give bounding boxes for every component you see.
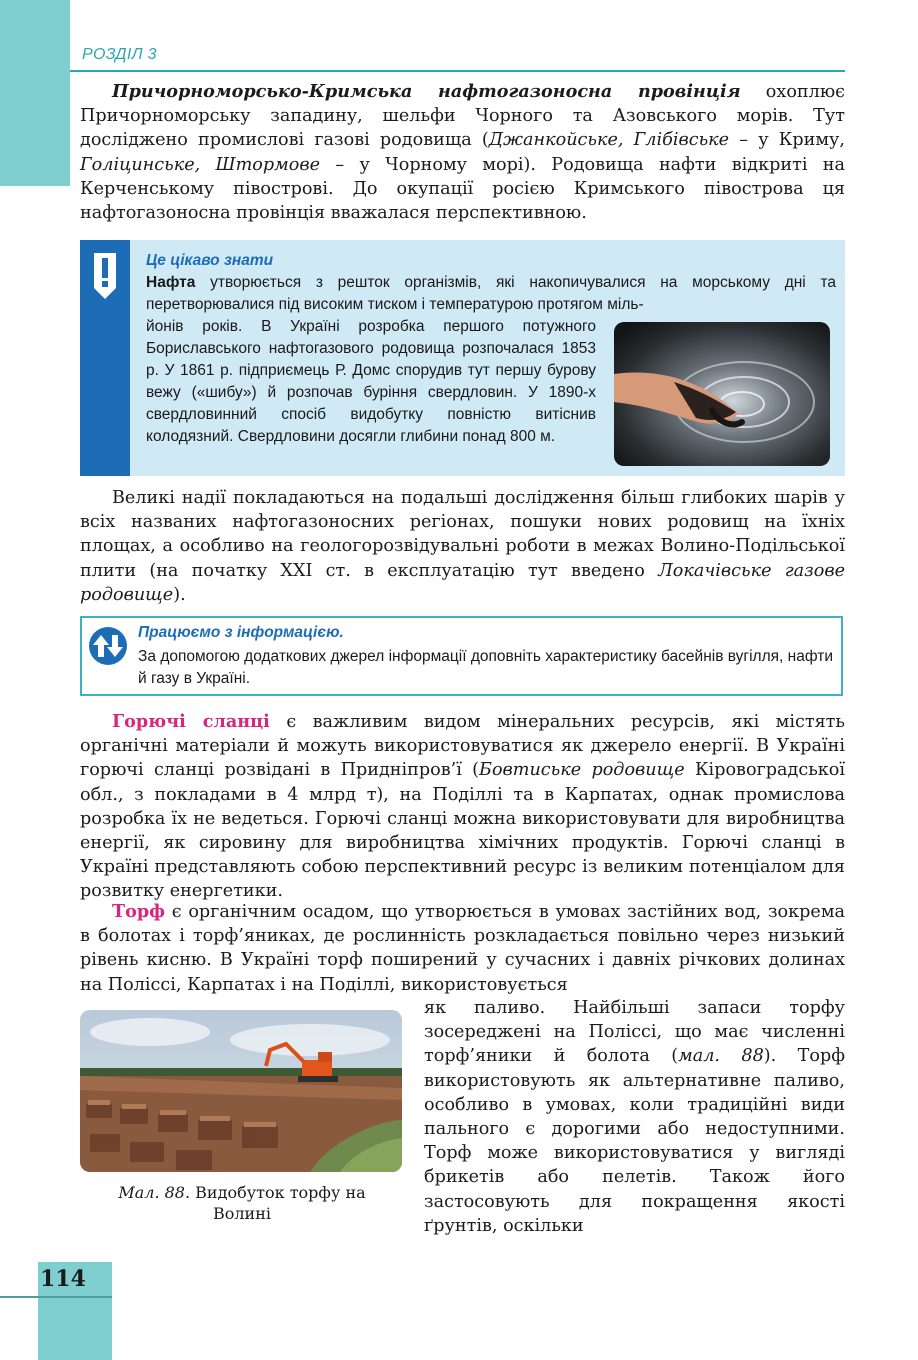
fact-box-text-top [146, 272, 836, 316]
paragraph-black-sea-crimea [80, 80, 845, 225]
fact-box-text-left: йонів років. В Україні розробка першого потужного Бориславського нафтогазового родовища розпочалася 1853 р. У 1861 р. підприємець Р. Домс спорудив тут першу бурову вежу («шибу») й розпочав буріння свердловин. У 1890-х свердловинний спосіб видобутку повністю витіснив колодязний. Свердловини досягли глибини понад 800 м. [146, 318, 596, 445]
paragraph-text: ). [173, 584, 186, 605]
term-oil: Нафта [146, 274, 196, 291]
italic-figure-ref: мал. 88 [678, 1046, 764, 1067]
oil-hand-photo [614, 322, 830, 466]
paragraph-text: Кіровоградської обл., з покладами в 4 млрд т), на Поділлі та в Карпатах, однак промислова розробка їх не ведеться. Горючі сланці можна використовувати для виробництва енергії, як сировину для виробництва хімічних продуктів. Горючі сланці в Україні представляють собою перспективний ресурс із великим потенціалом для розвитку енергетики. [80, 760, 845, 902]
side-tab-top [0, 0, 70, 186]
paragraph-hopes [80, 486, 845, 607]
paragraph-text: – у Чорному морі). Родовища нафти відкриті на Керченському півострові. До окупації росією Кримського півострова ця нафтогазоносна провінція вважалася перспективною. [80, 154, 845, 224]
fact-text: утворюється з решток організмів, які накопичувалися на морському дні та перетворювалися під високим тиском і температурою протягом міль- [146, 274, 836, 313]
section-label: РОЗДІЛ 3 [82, 46, 157, 63]
paragraph-oil-shale [80, 710, 845, 904]
paragraph-peat [80, 900, 845, 997]
paragraph-text: ). Торф використовують як альтернативне паливо, особливо в умовах, коли традиційні види пального є дорогими або недоступними. Торф може використовуватися у вигляді брикетів або пелетів. Також його застосовують для покращення якості ґрунтів, оскільки [424, 1046, 845, 1236]
italic-deposits-crimea: Джанкойське, Глібівське [488, 130, 730, 151]
italic-lokachi-field: Локачівське газове родовище [80, 560, 845, 605]
exclamation-icon [92, 252, 118, 302]
term-oil-shale: Горючі сланці [112, 711, 270, 732]
paragraph-peat-use [424, 996, 845, 1238]
term-peat: Торф [112, 901, 165, 922]
up-down-arrows-icon [88, 626, 128, 666]
caption-label: Мал. 88. [118, 1183, 191, 1202]
italic-deposits-sea: Голіцинське, Штормове [80, 154, 320, 175]
paragraph-text: Великі надії покладаються на подальші дослідження більш глибоких шарів у всіх названих нафтогазоносних регіонах, пошуки нових родовищ на їхніх площах, а особливо на геологорозвідувальні роботи в межах Волино-Подільської плити (на початку XXI ст. в експлуатацію тут введено [80, 488, 845, 581]
paragraph-text: охоплює Причорноморську западину, шельфи Чорного та Азовського морів. Тут досліджено промислові газові родовища ( [80, 82, 845, 151]
figure-caption [94, 1182, 390, 1224]
page-number-rule [0, 1296, 112, 1298]
paragraph-text: є важливим видом мінеральних ресурсів, які містять органічні матеріали й можуть використовуватися як джерело енергії. В Україні горючі сланці розвідані в Придніпров’ї ( [80, 712, 845, 781]
page-number: 114 [40, 1266, 86, 1292]
caption-text: Видобуток торфу на Волині [190, 1183, 366, 1223]
term-province: Причорноморсько-Кримська нафтогазоносна провінція [112, 81, 741, 102]
peat-extraction-photo [80, 1010, 402, 1172]
work-box-title: Працюємо з інформацією. [138, 624, 344, 641]
work-box-text: За допомогою додаткових джерел інформації доповніть характеристику басейнів вугілля, нафти й газу в Україні. [138, 648, 833, 687]
italic-boltysh-field: Бовтиське родовище [479, 760, 685, 781]
paragraph-text: як паливо. Найбільші запаси торфу зосереджені на Поліссі, що має численні торф’яники й болота ( [424, 998, 845, 1067]
paragraph-text: є органічним осадом, що утворюється в умовах застійних вод, зокрема в болотах і торф’яниках, де рослинність розкладається повільно через низький рівень кисню. В Україні торф поширений у сучасних і давніх річкових долинах на Поліссі, Карпатах і на Поділлі, використовується [80, 902, 845, 995]
paragraph-text: – у Криму, [729, 130, 845, 151]
header-rule [70, 70, 845, 72]
fact-box-title: Це цікаво знати [146, 252, 274, 269]
